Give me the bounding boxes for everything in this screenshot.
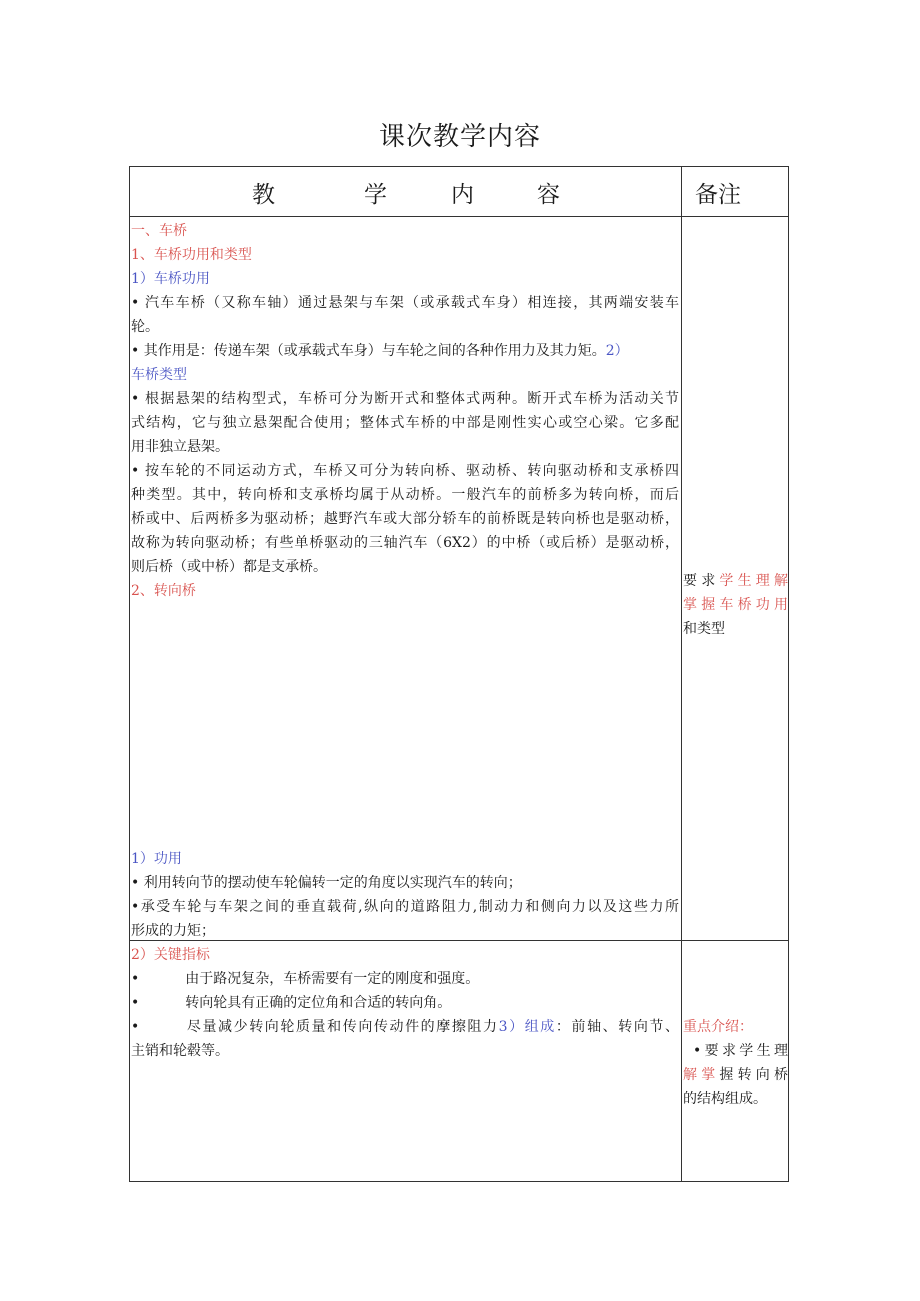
paragraph-line: 故称为转向驱动桥；有些单桥驱动的三轴汽车（6X2）的中桥（或后桥）是驱动桥， xyxy=(131,535,679,551)
item-title: 2）关键指标 xyxy=(131,947,210,963)
header-char-2: 学 xyxy=(364,182,387,208)
paragraph-line: 桥或中、后两桥多为驱动桥；越野汽车或大部分轿车的前桥既是转向桥也是驱动桥， xyxy=(131,511,679,527)
item-title: 1）车桥功用 xyxy=(131,271,210,287)
paragraph-line: 用非独立悬架。 xyxy=(131,439,229,455)
paragraph-line: • 尽量减少转向轮质量和传向传动件的摩擦阻力3）组成：前轴、转向节、 xyxy=(131,1019,680,1035)
row2-content xyxy=(131,943,679,1063)
item-title: 车桥类型 xyxy=(131,367,187,383)
header-char-3: 内 xyxy=(451,182,474,208)
note-line: •要求学生理 xyxy=(693,1043,788,1059)
header-char-1: 教 xyxy=(252,182,275,208)
paragraph-line: 主销和轮毂等。 xyxy=(131,1043,229,1059)
note-line: 掌握车桥功用 xyxy=(683,597,789,613)
column-divider xyxy=(681,167,682,1181)
note-line: 要求学生理解 xyxy=(683,573,789,589)
note-title: 重点介绍： xyxy=(683,1019,753,1035)
paragraph-line: • 按车轮的不同运动方式，车桥又可分为转向桥、驱动桥、转向驱动桥和支承桥四 xyxy=(131,463,679,479)
page-title: 课次教学内容 xyxy=(378,122,541,152)
paragraph-line: • 其作用是：传递车架（或承载式车身）与车轮之间的各种作用力及其力矩。2） xyxy=(131,343,629,359)
paragraph-line: 式结构，它与独立悬架配合使用；整体式车桥的中部是刚性实心或空心梁。它多配 xyxy=(131,415,679,431)
paragraph-line: • 利用转向节的摆动使车轮偏转一定的角度以实现汽车的转向； xyxy=(131,875,522,891)
row1-content xyxy=(131,219,679,603)
note-line: 和类型 xyxy=(683,621,725,637)
note-line: 解掌握转向桥 xyxy=(683,1067,789,1083)
paragraph-line: 形成的力矩； xyxy=(131,923,215,939)
sub-heading: 2、转向桥 xyxy=(131,583,196,599)
notes-header: 备注 xyxy=(695,182,741,208)
paragraph-line: 种类型。其中，转向桥和支承桥均属于从动桥。一般汽车的前桥多为转向桥，而后 xyxy=(131,487,679,503)
lesson-table xyxy=(129,166,789,1182)
paragraph-line: 则后桥（或中桥）都是支承桥。 xyxy=(131,559,327,575)
row1-note xyxy=(683,569,788,641)
item-title: 1）功用 xyxy=(131,851,182,867)
function-block xyxy=(131,847,679,943)
paragraph-line: •承受车轮与车架之间的垂直载荷,纵向的道路阻力,制动力和侧向力以及这些力所 xyxy=(131,899,679,915)
paragraph-line: • 由于路况复杂，车桥需要有一定的刚度和强度。 xyxy=(131,971,480,987)
paragraph-line: • 根据悬架的结构型式，车桥可分为断开式和整体式两种。断开式车桥为活动关节 xyxy=(131,391,679,407)
section-heading: 一、车桥 xyxy=(131,223,187,239)
sub-heading: 1、车桥功用和类型 xyxy=(131,247,252,263)
paragraph-line: • 转向轮具有正确的定位角和合适的转向角。 xyxy=(131,995,452,1011)
header-divider xyxy=(130,216,788,217)
row2-note xyxy=(683,1015,788,1111)
note-line: 的结构组成。 xyxy=(683,1091,767,1107)
paragraph-line: 轮。 xyxy=(131,319,159,335)
header-char-4: 容 xyxy=(537,182,560,208)
paragraph-line: • 汽车车桥（又称车轴）通过悬架与车架（或承载式车身）相连接，其两端安装车 xyxy=(131,295,679,311)
